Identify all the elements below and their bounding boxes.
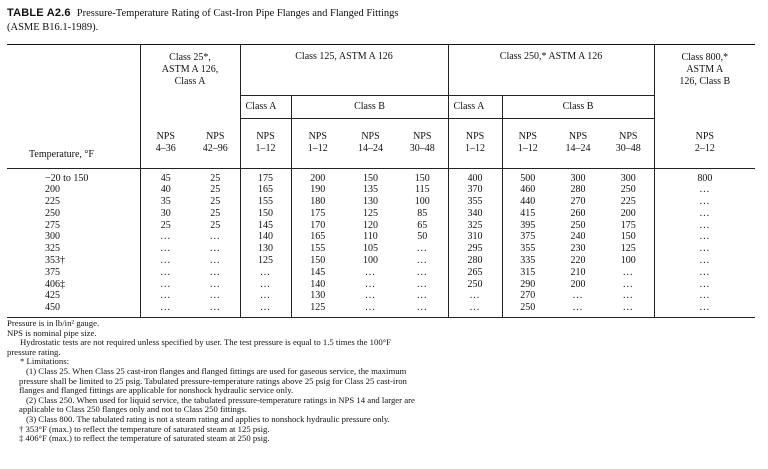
note: Pressure is in lb/in² gauge. — [7, 318, 100, 328]
nps-header: NPS 30–48 — [603, 119, 654, 169]
temperature-cell: 250 — [45, 207, 60, 219]
rating-cell: 175 — [620, 219, 636, 231]
rating-cell: ... — [140, 302, 191, 317]
table-row — [7, 243, 755, 255]
temperature-cell: 353† — [45, 255, 65, 267]
footnote-double-dagger: ‡ 406°F (max.) to reflect the temperature of saturated steam at 250 psig. — [19, 433, 270, 444]
table-notes — [7, 319, 527, 444]
rating-cell: ... — [553, 302, 603, 317]
rating-cell: ... — [191, 302, 240, 317]
rating-cell: 460 — [502, 184, 553, 196]
rating-cell: 135 — [363, 184, 378, 196]
rating-cell: 130 — [363, 196, 378, 208]
rating-cell: ... — [603, 302, 654, 317]
temperature-cell: 450 — [7, 302, 140, 317]
rating-cell: 355 — [502, 243, 553, 255]
table-row — [7, 208, 755, 220]
rating-cell: 220 — [570, 255, 586, 267]
rating-cell: ... — [654, 208, 755, 220]
rating-cell: 340 — [448, 208, 502, 220]
rating-cell: 325 — [448, 220, 502, 232]
rating-cell: 270 — [570, 196, 586, 208]
table-number: TABLE A2.6 — [7, 7, 71, 19]
table-standard: (ASME B16.1-1989). — [7, 22, 99, 33]
rating-cell: ... — [140, 267, 191, 279]
rating-cell: ... — [344, 302, 397, 317]
rating-cell: ... — [654, 220, 755, 232]
rating-cell: 130 — [240, 243, 291, 255]
rating-cell: 250 — [448, 279, 502, 291]
rating-cell: 265 — [448, 267, 502, 279]
rating-cell: ... — [365, 266, 376, 278]
rating-cell: 370 — [448, 184, 502, 196]
rating-cell: ... — [417, 266, 428, 278]
rating-cell: ... — [210, 231, 221, 243]
temperature-cell: 375 — [45, 266, 60, 278]
rating-cell: ... — [240, 267, 291, 279]
rating-table — [7, 44, 755, 318]
table-row — [7, 231, 755, 243]
rating-cell: ... — [417, 278, 428, 290]
class125-subclass-a: Class A — [240, 96, 291, 119]
rating-cell: ... — [623, 278, 634, 290]
rating-cell: 115 — [414, 184, 430, 196]
table-row — [7, 290, 755, 302]
limitation-note: (2) Class 250. When used for liquid service, the tabulated pressure-temperature ratings in NPS 14 and larger are — [26, 394, 415, 405]
rating-cell: ... — [448, 302, 502, 317]
temperature-cell: 275 — [45, 219, 60, 231]
rating-cell: ... — [417, 255, 428, 267]
class125-subclass-b: Class B — [291, 96, 448, 119]
rating-cell: ... — [140, 279, 191, 291]
rating-cell: 250 — [502, 302, 553, 317]
rating-cell: 200 — [291, 168, 344, 184]
rating-cell: ... — [397, 302, 448, 317]
rating-cell: ... — [654, 196, 755, 208]
rating-cell: ... — [210, 255, 221, 267]
rating-cell: 100 — [620, 255, 636, 267]
rating-cell: ... — [654, 290, 755, 302]
rating-cell: 200 — [620, 207, 636, 219]
rating-cell: ... — [365, 290, 376, 302]
table-row — [7, 279, 755, 291]
limitation-note: applicable to Class 250 flanges only and not to Class 250 fittings. — [19, 404, 247, 415]
temperature-cell: 425 — [45, 290, 60, 302]
limitation-note: flanges and flanged fittings are applicable for nonshock hydraulic service only. — [19, 385, 294, 396]
nps-header: NPS 2–12 — [654, 119, 755, 169]
table-row — [7, 168, 755, 184]
rating-cell: 180 — [291, 196, 344, 208]
rating-cell: ... — [140, 231, 191, 243]
table-title — [7, 6, 747, 35]
rating-cell: ... — [140, 290, 191, 302]
rating-cell: 190 — [291, 184, 344, 196]
footnote-dagger: † 353°F (max.) to reflect the temperature of saturated steam at 125 psig. — [19, 423, 270, 434]
limitation-note: (1) Class 25. When Class 25 cast-iron flanges and flanged fittings are used for gaseous service, the maximum — [26, 365, 407, 376]
rating-cell: 150 — [363, 172, 378, 184]
rating-cell: ... — [240, 279, 291, 291]
rating-cell: ... — [654, 184, 755, 196]
rating-cell: ... — [448, 290, 502, 302]
rating-cell: 25 — [210, 219, 221, 231]
rating-cell: 375 — [502, 231, 553, 243]
nps-header: NPS 14–24 — [553, 119, 603, 169]
rating-cell: 100 — [363, 255, 378, 267]
temperature-cell: 406‡ — [45, 278, 65, 290]
class250-subclass-a: Class A — [448, 96, 502, 119]
rating-cell: 105 — [363, 243, 378, 255]
rating-cell: 210 — [570, 266, 586, 278]
nps-header: NPS 1–12 — [448, 119, 502, 169]
rating-cell: 295 — [448, 243, 502, 255]
rating-cell: 100 — [414, 196, 430, 208]
rating-cell: 395 — [502, 220, 553, 232]
rating-cell: 85 — [417, 207, 428, 219]
note: Hydrostatic tests are not required unless specified by user. The test pressure is equal to 1.5 times the 100°F — [20, 337, 392, 348]
temperature-cell: 325 — [45, 243, 60, 255]
temperature-header: Temperature, °F — [7, 119, 140, 169]
limitations-heading: * Limitations: — [20, 356, 69, 367]
rating-cell: 800 — [654, 168, 755, 184]
table-row — [7, 184, 755, 196]
rating-cell: 35 — [140, 196, 191, 208]
rating-cell: 125 — [363, 207, 378, 219]
rating-cell: 500 — [502, 168, 553, 184]
rating-cell: 400 — [448, 168, 502, 184]
temperature-cell: −20 to 150 — [45, 172, 89, 184]
rating-cell: ... — [240, 290, 291, 302]
rating-cell: ... — [654, 302, 755, 317]
group-class800: Class 800,* ASTM A 126, Class B — [654, 45, 755, 96]
rating-cell: 165 — [291, 231, 344, 243]
rating-cell: ... — [140, 243, 191, 255]
rating-cell: 335 — [502, 255, 553, 267]
rating-cell: 25 — [210, 207, 221, 219]
rating-cell: 310 — [448, 231, 502, 243]
rating-cell: 250 — [570, 219, 586, 231]
limitation-note: (3) Class 800. The tabulated rating is not a steam rating and applies to nonshock hydraulic pressure only. — [26, 413, 390, 424]
nps-header: NPS 1–12 — [502, 119, 553, 169]
rating-cell: 290 — [502, 279, 553, 291]
rating-cell: 150 — [240, 208, 291, 220]
rating-cell: ... — [654, 243, 755, 255]
rating-cell: 25 — [210, 196, 221, 208]
rating-cell: 315 — [502, 267, 553, 279]
rating-cell: 140 — [240, 231, 291, 243]
rating-cell: ... — [654, 255, 755, 267]
rating-cell: 155 — [291, 243, 344, 255]
nps-header: NPS 1–12 — [240, 119, 291, 169]
rating-cell: 440 — [502, 196, 553, 208]
rating-cell: 145 — [291, 267, 344, 279]
limitation-note: pressure shall be limited to 25 psig. Tabulated pressure-temperature ratings above 25 psig for Class 25 cast-iron — [19, 375, 407, 386]
rating-cell: 415 — [502, 208, 553, 220]
rating-cell: 30 — [140, 208, 191, 220]
rating-cell: 280 — [570, 184, 586, 196]
rating-cell: ... — [210, 278, 221, 290]
rating-cell: 300 — [620, 172, 636, 184]
rating-cell: 280 — [448, 255, 502, 267]
rating-cell: 125 — [620, 243, 636, 255]
temperature-cell: 225 — [45, 196, 60, 208]
rating-cell: 120 — [363, 219, 378, 231]
group-class25: Class 25*, ASTM A 126, Class A — [140, 45, 240, 96]
rating-cell: ... — [623, 290, 634, 302]
rating-cell: 110 — [363, 231, 378, 243]
group-class250: Class 250,* ASTM A 126 — [448, 45, 654, 96]
rating-cell: 125 — [240, 255, 291, 267]
rating-cell: ... — [240, 302, 291, 317]
table-row — [7, 267, 755, 279]
nps-header: NPS 14–24 — [344, 119, 397, 169]
rating-cell: 25 — [210, 172, 221, 184]
rating-cell: 130 — [291, 290, 344, 302]
rating-cell: 230 — [570, 243, 586, 255]
table-title-text: Pressure-Temperature Rating of Cast-Iron Pipe Flanges and Flanged Fittings — [76, 8, 399, 19]
nps-header: NPS 42–96 — [191, 119, 240, 169]
group-class125: Class 125, ASTM A 126 — [240, 45, 448, 96]
rating-cell: 200 — [570, 278, 586, 290]
table-row — [7, 220, 755, 232]
rating-cell: 270 — [502, 290, 553, 302]
nps-header: NPS 30–48 — [397, 119, 448, 169]
rating-cell: 45 — [140, 168, 191, 184]
table-row — [7, 255, 755, 267]
rating-cell: ... — [654, 279, 755, 291]
rating-cell: ... — [654, 231, 755, 243]
rating-cell: 260 — [570, 207, 586, 219]
rating-cell: 25 — [210, 184, 221, 196]
rating-cell: 25 — [140, 220, 191, 232]
nps-header: NPS 1–12 — [291, 119, 344, 169]
rating-cell: 65 — [417, 219, 428, 231]
temperature-cell: 200 — [45, 184, 60, 196]
rating-cell: ... — [210, 266, 221, 278]
rating-cell: 240 — [570, 231, 586, 243]
rating-cell: 300 — [570, 172, 586, 184]
rating-cell: ... — [365, 278, 376, 290]
rating-cell: 150 — [414, 172, 430, 184]
table-row — [7, 196, 755, 208]
rating-cell: 170 — [291, 220, 344, 232]
rating-cell: 150 — [291, 255, 344, 267]
rating-cell: 140 — [291, 279, 344, 291]
rating-cell: 355 — [448, 196, 502, 208]
rating-cell: 175 — [291, 208, 344, 220]
rating-cell: 145 — [240, 220, 291, 232]
table-row — [7, 302, 755, 317]
rating-cell: ... — [417, 290, 428, 302]
rating-cell: 165 — [240, 184, 291, 196]
rating-cell: 175 — [240, 168, 291, 184]
rating-cell: ... — [210, 243, 221, 255]
rating-cell: 125 — [291, 302, 344, 317]
rating-cell: ... — [210, 290, 221, 302]
rating-cell: 155 — [240, 196, 291, 208]
temperature-cell: 300 — [45, 231, 60, 243]
rating-cell: 250 — [620, 184, 636, 196]
class250-subclass-b: Class B — [502, 96, 654, 119]
rating-cell: ... — [654, 267, 755, 279]
rating-cell: ... — [417, 243, 428, 255]
rating-cell: 150 — [620, 231, 636, 243]
rating-cell: ... — [623, 266, 634, 278]
note: pressure rating. — [7, 346, 61, 357]
rating-cell: 225 — [620, 196, 636, 208]
note: NPS is nominal pipe size. — [7, 327, 97, 338]
nps-header: NPS 4–36 — [140, 119, 191, 169]
rating-cell: ... — [140, 255, 191, 267]
rating-cell: 50 — [417, 231, 428, 243]
header-blank — [7, 45, 140, 96]
rating-cell: ... — [572, 290, 584, 302]
rating-cell: 40 — [140, 184, 191, 196]
